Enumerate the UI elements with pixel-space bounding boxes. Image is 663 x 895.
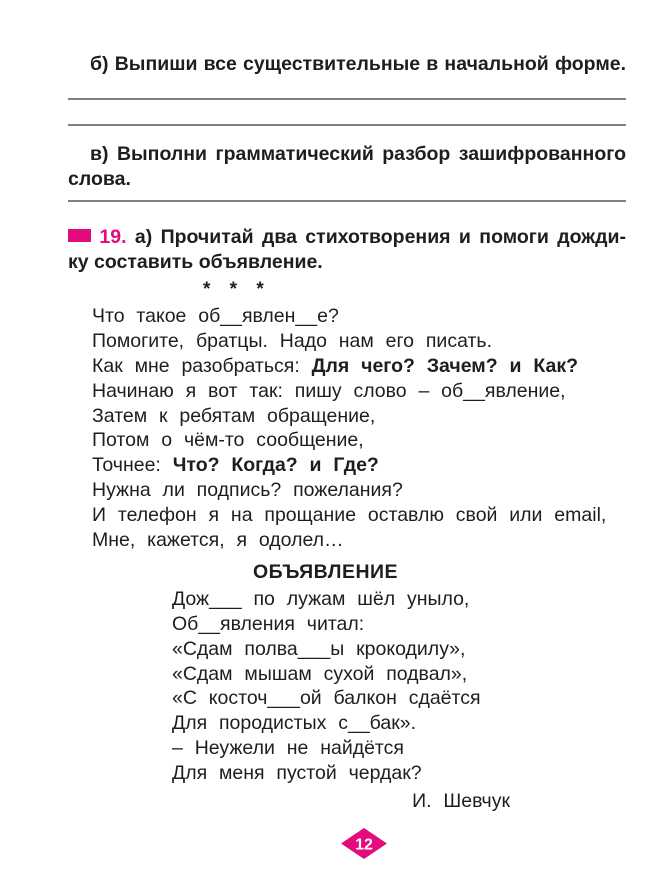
poem-line: – Неужели не найдётся [172,736,404,759]
task-b-text: Выпиши все существительные в начальной форме. [114,53,627,75]
poem-2-title: ОБЪЯВЛЕНИЕ [253,561,399,584]
poem-line: Потом о чём-то сообщение, [92,429,364,452]
poem-line: «С косточ___ой балкон сдаётся [172,687,481,710]
answer-line[interactable] [68,98,626,100]
poem-line: Мне, кажется, я одолел… [92,528,344,551]
task-v-instruction [68,142,626,192]
answer-line[interactable] [68,124,626,126]
task-19-line1 [68,225,626,250]
task-19-instruction-part1: а) Прочитай два стихотворения и помоги дожди- [134,226,626,249]
poem-line: Как мне разобраться: Для чего? Зачем? и Как? [92,354,578,377]
poem-2 [68,587,626,785]
answer-line[interactable] [68,200,626,202]
page-number: 12 [355,836,373,854]
poem-line: Точнее: Что? Когда? и Где? [92,454,379,477]
poem-1 [68,304,626,552]
poem-line: Для породистых с__бак». [172,712,417,735]
poem-line: Начинаю я вот так: пишу слово – об__явление, [92,379,566,402]
poem-line: Нужна ли подпись? пожелания? [92,478,403,501]
task-19-number: 19. [99,226,127,249]
poem-line: Об__явления читал: [172,612,365,635]
poem-line: «Сдам мышам сухой подвал», [172,662,468,685]
poem-1-header-stars: * * * [203,279,266,301]
task-19-header [68,225,626,275]
page-number-diamond-icon [341,828,387,859]
task-v-text: Выполни грамматический разбор зашифрованного слова. [68,142,627,190]
page-number-badge [85,828,643,859]
task-v-label: в) [90,142,109,165]
poem-author: И. Шевчук [412,789,510,812]
poem-line: Дож___ по лужам шёл уныло, [172,588,470,611]
task-19-instruction-part2: ку составить объявление. [68,251,323,274]
task-b-instruction [68,0,626,77]
poem-line: И телефон я на прощание оставлю свой или email, [92,503,607,526]
poem-line: Что такое об__явлен__е? [92,305,339,328]
task-b-label: б) [90,53,109,75]
poem-line: Затем к ребятам обращение, [92,404,376,427]
task-19-line2 [68,250,626,275]
task-marker-square-icon [68,229,91,242]
poem-line: Помогите, братцы. Надо нам его писать. [92,330,492,353]
poem-line: Для меня пустой чердак? [172,761,422,784]
poem-line: «Сдам полва___ы крокодилу», [172,637,466,660]
